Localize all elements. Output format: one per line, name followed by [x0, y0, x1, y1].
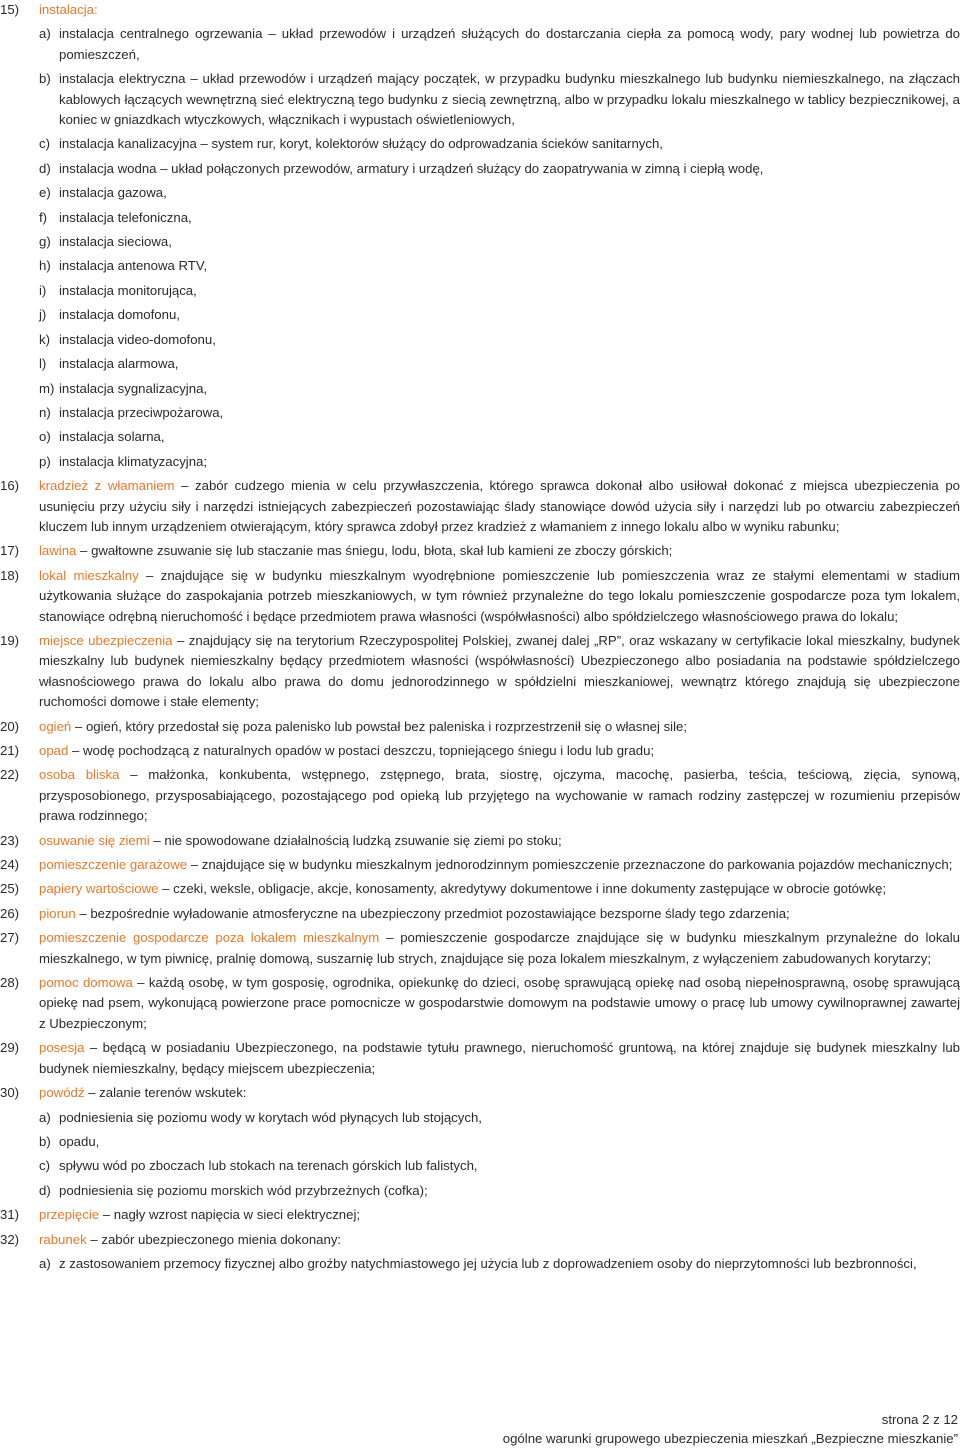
term-separator: –	[76, 543, 92, 559]
sub-item-letter: e)	[39, 185, 51, 201]
entry-number: 18)	[0, 567, 20, 583]
sub-item	[39, 1181, 960, 1201]
entry-number: 30)	[0, 1085, 20, 1101]
sub-item-letter: h)	[39, 258, 51, 274]
term-separator: –	[138, 567, 161, 583]
sub-item-text: instalacja klimatyzacyjna;	[59, 453, 208, 469]
sub-item-letter: f)	[39, 209, 48, 225]
defined-term: pomieszczenie garażowe	[39, 857, 188, 873]
definition-entry	[0, 1038, 960, 1079]
entry-text	[39, 855, 960, 875]
definition-text: wodę pochodzącą z naturalnych opadów w postaci deszczu, topniejącego śniegu i lodu lub gradu;	[83, 743, 655, 758]
defined-term: instalacja:	[39, 2, 98, 17]
entry-number: 17)	[0, 543, 20, 559]
sub-item	[39, 281, 960, 301]
entry-text	[39, 904, 960, 924]
defined-term: rabunek	[39, 1231, 87, 1247]
definition-entry	[0, 0, 960, 472]
entry-number: 32)	[0, 1231, 20, 1247]
definition-text: znajdujący się na terytorium Rzeczypospolitej Polskiej, zwanej dalej „RP”, oraz wskazany w certyfikacie lokal mieszkalny, budynek mieszkalny lub budynek niemieszkalny będący przedmiotem własności (współwłasności) Ubezpieczonego albo posiadania na podstawie spółdzielczego własnościowego prawa do lokalu albo prawa do domu jednorodzinnego w spółdzielni mieszkaniowej, wewnątrz którego znajdują się ubezpieczone ruchomości domowe i stałe elementy;	[39, 632, 960, 710]
sub-item-letter: a)	[39, 26, 51, 42]
sub-item-text: instalacja sygnalizacyjna,	[59, 380, 208, 396]
entry-number: 28)	[0, 975, 20, 991]
sub-item-text: z zastosowaniem przemocy fizycznej albo groźby natychmiastowego jej użycia lub z doprowadzeniem osoby do nieprzytomności lub bezbronności,	[59, 1255, 917, 1271]
definition-entry	[0, 717, 960, 737]
sub-item-letter: b)	[39, 1133, 51, 1149]
definition-text: ogień, który przedostał się poza palenisko lub powstał bez paleniska i rozprzestrzenił się o własnej sile;	[85, 718, 688, 734]
entry-text	[39, 717, 960, 737]
sub-item-text: podniesienia się poziomu wody w korytach wód płynących lub stojących,	[59, 1109, 482, 1125]
sub-item-letter: c)	[39, 136, 50, 152]
definition-text: małżonka, konkubenta, wstępnego, zstępnego, brata, siostrę, ojczyma, macochę, pasierba, teścia, teściową, zięcia, synową, przysposobionego, przysposabiającego, pozostającego pod opieką lub przyjętego na wychowanie w ramach rodziny zastępczej w rozumieniu przepisów prawa rodzinnego;	[39, 767, 960, 824]
entry-number: 25)	[0, 881, 20, 897]
defined-term: papiery wartościowe	[39, 881, 159, 897]
definition-entry	[0, 631, 960, 713]
sub-item-letter: i)	[39, 282, 47, 298]
entry-text	[39, 879, 960, 899]
sub-item	[39, 330, 960, 350]
sub-item-text: instalacja telefoniczna,	[59, 209, 192, 225]
entry-number: 31)	[0, 1207, 20, 1223]
document-title: ogólne warunki grupowego ubezpieczenia mieszkań „Bezpieczne mieszkanie”	[502, 1431, 958, 1446]
sub-item-letter: k)	[39, 331, 50, 347]
definition-text: czeki, weksle, obligacje, akcje, konosamenty, akredytywy dokumentowe i inne dokumenty zastępujące w obrocie gotówkę;	[173, 881, 887, 897]
entry-text	[39, 0, 960, 20]
sub-item-letter: j)	[39, 307, 47, 323]
entry-number: 22)	[0, 767, 20, 783]
entry-text	[39, 1230, 960, 1250]
definition-text: pomieszczenie gospodarcze znajdujące się w budynku mieszkalnym przynależne do lokalu mieszkalnego, w tym piwnicę, pralnię domową, suszarnię lub strych, znajdujące się poza lokalem mieszkalnym, z wyłączeniem zabudowanych korytarzy;	[39, 930, 960, 966]
definition-text: znajdujące się w budynku mieszkalnym wyodrębnione pomieszczenie lub pomieszczenia wraz ze stałymi elementami w stadium użytkowania służące do zaspokajania potrzeb mieszkaniowych, w tym również przynależne do tego lokalu pomieszczenie gospodarcze poza tym lokalem, stanowiące odrębną nieruchomość i będące przedmiotem prawa własności (współwłasności) albo spółdzielczego własnościowego prawa do lokalu;	[39, 567, 960, 624]
page-footer	[258, 1410, 958, 1448]
sub-item-text: instalacja solarna,	[59, 429, 165, 445]
term-separator: –	[119, 767, 149, 783]
sub-item	[39, 452, 960, 472]
term-separator: –	[86, 1231, 102, 1247]
definition-text: zabór ubezpieczonego mienia dokonany:	[101, 1231, 342, 1247]
definition-text: znajdujące się w budynku mieszkalnym jednorodzinnym pomieszczenie przeznaczone do parkowania pojazdów mechanicznych;	[201, 857, 953, 873]
sub-item-letter: l)	[39, 356, 47, 372]
defined-term: pomoc domowa	[39, 975, 133, 991]
definition-text: nagły wzrost napięcia w sieci elektrycznej;	[113, 1207, 361, 1223]
page-number: strona 2 z 12	[881, 1412, 958, 1427]
sub-item-letter: a)	[39, 1255, 51, 1271]
defined-term: lawina	[39, 543, 77, 559]
entry-number: 21)	[0, 743, 20, 758]
sub-item-letter: a)	[39, 1109, 51, 1125]
definition-text: będącą w posiadaniu Ubezpieczonego, na podstawie tytułu prawnego, nieruchomość gruntową, na której znajduje się budynek mieszkalny lub budynek niemieszkalny, będący miejscem ubezpieczenia;	[39, 1040, 960, 1076]
entry-text	[39, 1038, 960, 1079]
sub-item	[39, 1132, 960, 1152]
definition-text: nie spowodowane działalnością ludzką zsuwanie się ziemi po stoku;	[164, 832, 562, 848]
entry-number: 29)	[0, 1040, 20, 1056]
sub-item-text: instalacja monitorująca,	[59, 282, 197, 298]
entry-text	[39, 476, 960, 537]
sub-item-text: spływu wód po zboczach lub stokach na terenach górskich lub falistych,	[59, 1158, 478, 1174]
sub-item-text: instalacja antenowa RTV,	[59, 258, 208, 274]
sub-item-letter: c)	[39, 1158, 50, 1174]
definition-entry	[0, 566, 960, 627]
sub-item-text: podniesienia się poziomu morskich wód przybrzeżnych (cofka);	[59, 1182, 428, 1198]
term-separator: –	[158, 881, 174, 897]
entry-number: 27)	[0, 930, 20, 946]
entry-number: 15)	[0, 2, 20, 17]
term-separator: –	[379, 930, 401, 946]
sub-item-letter: n)	[39, 404, 51, 420]
defined-term: przepięcie	[39, 1207, 100, 1223]
term-separator: –	[132, 975, 149, 991]
sub-item	[39, 379, 960, 399]
entry-text	[39, 1083, 960, 1103]
sub-item-text: instalacja przeciwpożarowa,	[59, 404, 224, 420]
sub-item-text: instalacja centralnego ogrzewania – układ przewodów i urządzeń służących do dostarczania ciepła za pomocą wody, pary wodnej lub powietrza do pomieszczeń,	[59, 26, 960, 62]
definition-entry	[0, 904, 960, 924]
term-separator: –	[187, 857, 202, 873]
sub-item	[39, 1254, 960, 1274]
definition-entry	[0, 741, 960, 761]
sub-item-text: instalacja alarmowa,	[59, 356, 179, 372]
sub-item-text: instalacja kanalizacyjna – system rur, koryt, kolektorów służący do odprowadzania ścieków sanitarnych,	[59, 136, 663, 152]
defined-term: piorun	[39, 905, 76, 921]
definition-entry	[0, 928, 960, 969]
sub-item-text: opadu,	[59, 1133, 100, 1149]
entry-number: 16)	[0, 478, 20, 494]
term-separator: –	[71, 718, 86, 734]
definition-entry	[0, 476, 960, 537]
sub-item	[39, 159, 960, 179]
term-separator: –	[174, 478, 196, 494]
definition-entry	[0, 541, 960, 561]
defined-term: kradzież z włamaniem	[39, 478, 175, 494]
definition-entry	[0, 879, 960, 899]
sub-item	[39, 69, 960, 130]
defined-term: osoba bliska	[39, 767, 120, 783]
defined-term: posesja	[39, 1040, 85, 1056]
definition-text: zalanie terenów wskutek:	[99, 1085, 247, 1101]
defined-term: ogień	[39, 718, 72, 734]
definition-text: każdą osobę, w tym gosposię, ogrodnika, opiekunkę do dzieci, osobę sprawującą opiekę nad osobą niepełnosprawną, osobę sprawującą opiekę nad psem, wykonującą powierzone prace pomocnicze w gospodarstwie domowym na podstawie umowy o pracę lub umowy cywilnoprawnej zawartej z Ubezpieczonym;	[39, 975, 960, 1031]
term-separator: –	[149, 832, 165, 848]
term-separator: –	[84, 1085, 100, 1101]
sub-item	[39, 1156, 960, 1176]
defined-term: miejsce ubezpieczenia	[39, 632, 173, 648]
sub-item-letter: m)	[39, 380, 55, 396]
defined-term: osuwanie się ziemi	[39, 832, 150, 848]
sub-item	[39, 305, 960, 325]
sub-item-letter: d)	[39, 160, 51, 176]
sub-item-letter: o)	[39, 429, 51, 445]
sub-item	[39, 256, 960, 276]
entry-text	[39, 1205, 960, 1225]
sub-item	[39, 134, 960, 154]
sub-item-letter: d)	[39, 1182, 51, 1198]
sub-item	[39, 1108, 960, 1128]
definition-text: gwałtowne zsuwanie się lub staczanie mas śniegu, lodu, błota, skał lub kamieni ze zboczy górskich;	[91, 543, 673, 559]
defined-term: lokal mieszkalny	[39, 567, 139, 583]
defined-term: powódź	[39, 1085, 85, 1101]
definition-entry	[0, 1205, 960, 1225]
sub-item	[39, 403, 960, 423]
entry-text	[39, 741, 960, 761]
entry-number: 19)	[0, 632, 20, 648]
definition-text: bezpośrednie wyładowanie atmosferyczne na ubezpieczony przedmiot pozostawiające bezsporne ślady tego zdarzenia;	[90, 905, 790, 921]
sub-item	[39, 427, 960, 447]
sub-item-letter: g)	[39, 234, 51, 250]
sub-item-letter: p)	[39, 453, 51, 469]
sub-item-letter: b)	[39, 71, 51, 87]
term-separator: –	[84, 1040, 103, 1056]
defined-term: opad	[39, 743, 69, 758]
entry-text	[39, 631, 960, 713]
term-separator: –	[68, 743, 84, 758]
sub-item-text: instalacja sieciowa,	[59, 234, 172, 250]
entry-text	[39, 765, 960, 826]
entry-number: 24)	[0, 857, 20, 873]
definition-entry	[0, 831, 960, 851]
entry-number: 23)	[0, 832, 20, 848]
sub-item	[39, 232, 960, 252]
defined-term: pomieszczenie gospodarcze poza lokalem mieszkalnym	[39, 930, 380, 946]
entry-number: 26)	[0, 905, 20, 921]
entry-text	[39, 566, 960, 627]
definition-entry	[0, 855, 960, 875]
term-separator: –	[172, 632, 189, 648]
sub-item-text: instalacja video-domofonu,	[59, 331, 216, 347]
term-separator: –	[99, 1207, 114, 1223]
sub-item-text: instalacja domofonu,	[59, 307, 180, 323]
entry-text	[39, 973, 960, 1034]
sub-item	[39, 183, 960, 203]
entry-text	[39, 928, 960, 969]
sub-item	[39, 208, 960, 228]
definition-entry	[0, 973, 960, 1034]
definition-text: zabór cudzego mienia w celu przywłaszczenia, którego sprawca dokonał albo usiłował dokonać z miejsca ubezpieczenia po usunięciu przy użyciu siły i narzędzi istniejących zabezpieczeń pozostawiając ślady stanowiące dowód użycia siły i narzędzi lub po otwarciu zabezpieczeń kluczem lub innym urządzeniem otwierającym, który sprawca zdobył przez kradzież z włamaniem z innego lokalu albo w wyniku rabunku;	[39, 478, 960, 534]
entry-number: 20)	[0, 718, 20, 734]
entry-text	[39, 541, 960, 561]
sub-item-text: instalacja elektryczna – układ przewodów i urządzeń mający początek, w przypadku budynku mieszkalnego lub budynku niemieszkalnego, na złączach kablowych łączących wewnętrzną sieć elektryczną tego budynku z siecią zewnętrzną, albo w przypadku lokalu mieszkalnego w tablicy bezpiecznikowej, a koniec w gniazdkach wtyczkowych, włącznikach i wypustach oświetleniowych,	[59, 71, 960, 128]
sub-item-text: instalacja wodna – układ połączonych przewodów, armatury i urządzeń służący do zaopatrywania w zimną i ciepłą wodę,	[59, 160, 764, 176]
entry-text	[39, 831, 960, 851]
sub-item	[39, 354, 960, 374]
definition-entry	[0, 1083, 960, 1201]
definition-entry	[0, 765, 960, 826]
definition-entry	[0, 1230, 960, 1275]
sub-item	[39, 24, 960, 65]
sub-item-text: instalacja gazowa,	[59, 185, 167, 201]
term-separator: –	[75, 905, 91, 921]
